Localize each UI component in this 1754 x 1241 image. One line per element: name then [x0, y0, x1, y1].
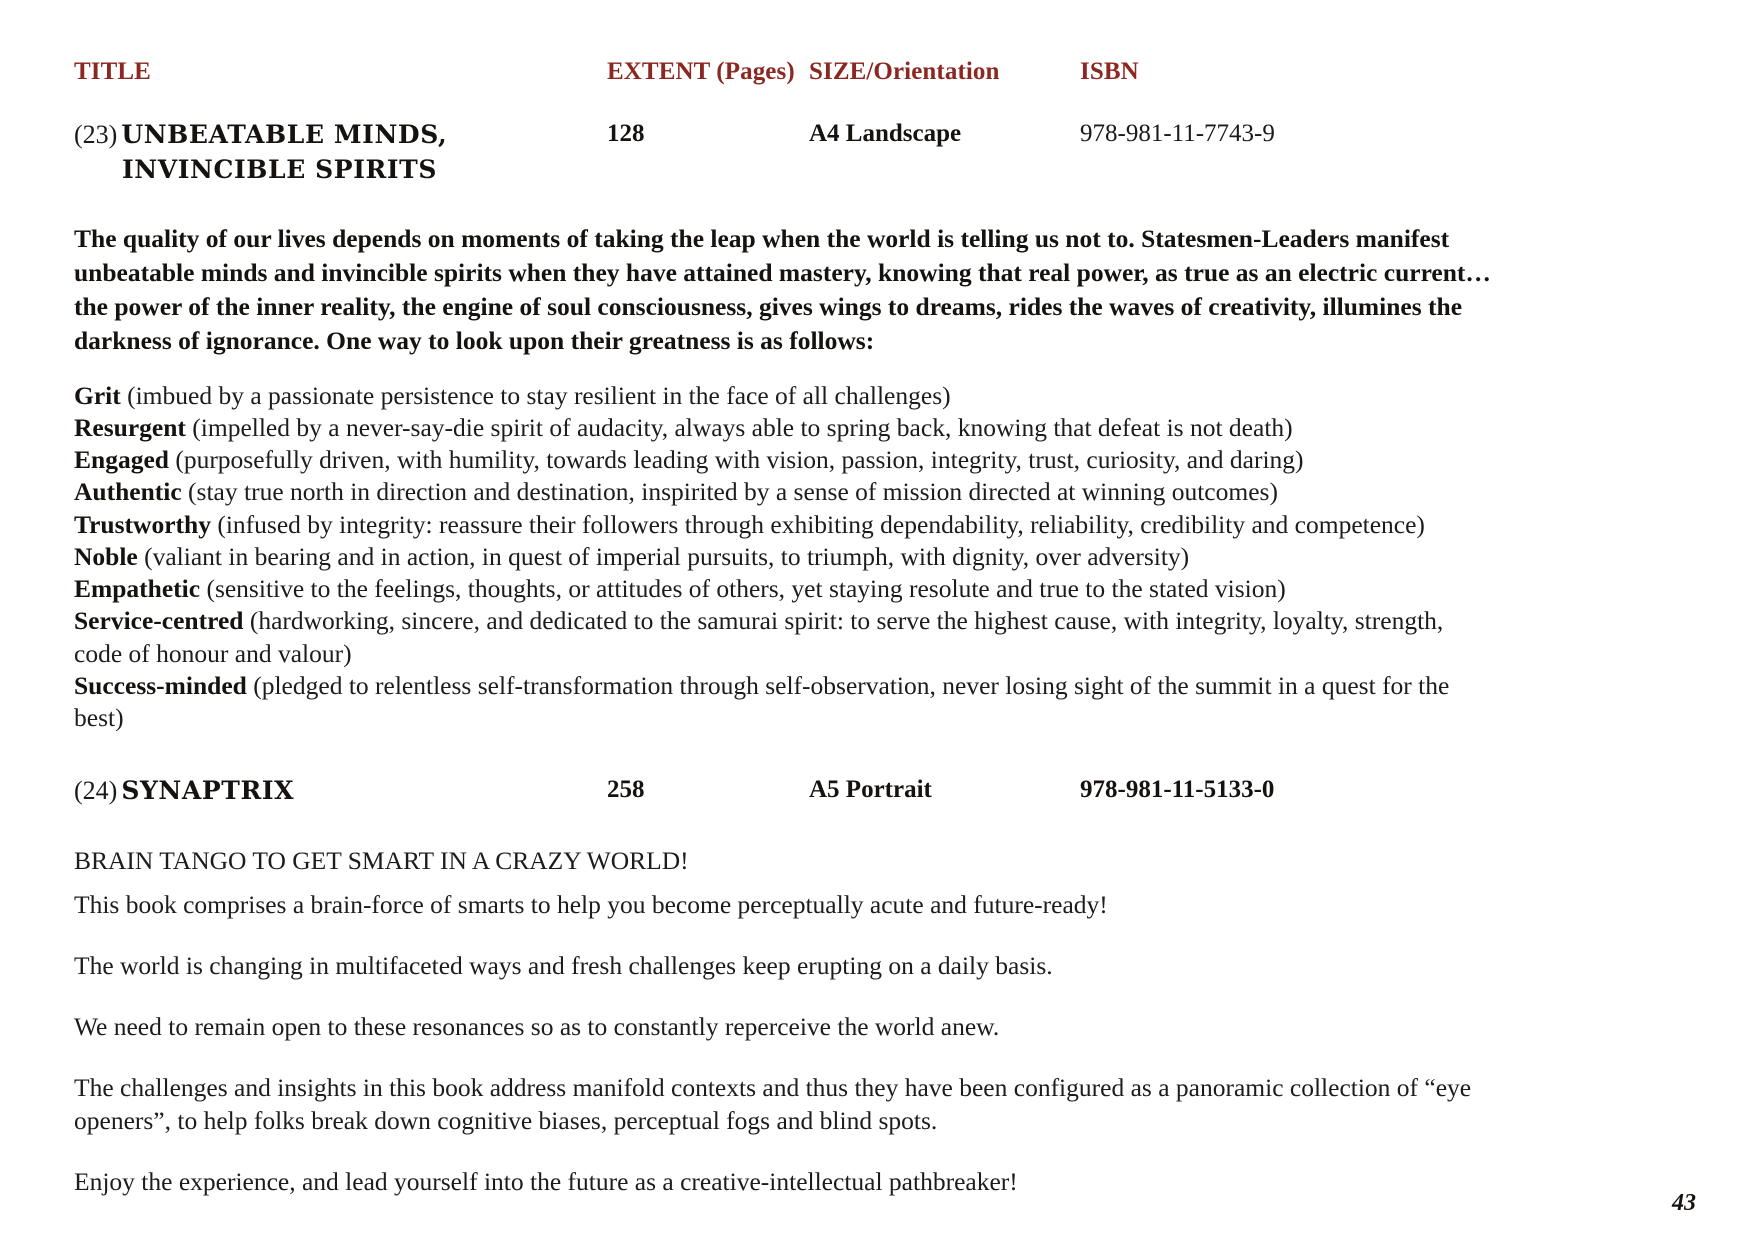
entry-23-title-line1: UNBEATABLE MINDS,	[121, 120, 448, 149]
attribute-item	[74, 541, 1494, 573]
attribute-description: (impelled by a never-say-die spirit of audacity, always able to spring back, knowing that defeat is not death)	[192, 412, 1293, 442]
entry-23-title-line2: INVINCIBLE SPIRITS	[122, 155, 438, 184]
attribute-term: Grit	[74, 380, 121, 410]
attribute-description: (hardworking, sincere, and dedicated to the samurai spirit: to serve the highest cause, with integrity, loyalty, strength, code of honour and valour)	[74, 606, 1444, 668]
attribute-term: Resurgent	[74, 412, 186, 442]
entry-24-paragraph: The world is changing in multifaceted ways and fresh challenges keep erupting on a daily basis.	[74, 950, 1053, 980]
entry-heading-23	[74, 120, 1680, 196]
attribute-description: (purposefully driven, with humility, towards leading with vision, passion, integrity, trust, curiosity, and daring)	[175, 445, 1304, 475]
column-header-size: SIZE/Orientation	[809, 58, 1000, 85]
attribute-item	[74, 476, 1494, 508]
attribute-item	[74, 670, 1494, 735]
attribute-description: (sensitive to the feelings, thoughts, or attitudes of others, yet staying resolute and true to the stated vision)	[206, 574, 1286, 604]
entry-23-title-block	[74, 120, 447, 184]
attribute-item	[74, 605, 1494, 670]
attribute-term: Empathetic	[74, 574, 201, 604]
attribute-item	[74, 444, 1494, 476]
page-number: 43	[1672, 1190, 1696, 1216]
entry-24-paragraph: The challenges and insights in this book address manifold contexts and thus they have been configured as a panoramic collection of “eye openers”, to help folks break down cognitive biases, perceptual fogs and blind spots.	[74, 1072, 1472, 1136]
attribute-term: Success-minded	[74, 670, 247, 700]
entry-23-lede: The quality of our lives depends on moments of taking the leap when the world is telling us not to. Statesmen-Leaders manifest unbeatable minds and invincible spirits when they have attained mastery, knowing that real power, as true as an electric current… the power of the inner reality, the engine of soul consciousness, gives wings to dreams, rides the waves of creativity, illumines the darkness of ignorance. One way to look upon their greatness is as follows:	[74, 224, 1491, 355]
attribute-term: Authentic	[74, 477, 182, 507]
attribute-description: (imbued by a passionate persistence to stay resilient in the face of all challenges)	[127, 380, 951, 410]
column-header-isbn: ISBN	[1080, 58, 1139, 85]
attribute-term: Trustworthy	[74, 509, 211, 539]
entry-heading-24	[74, 776, 1680, 814]
entry-23-attribute-list	[74, 380, 1494, 735]
attribute-description: (stay true north in direction and destination, inspirited by a sense of mission directed at winning outcomes)	[188, 477, 1278, 507]
column-header-title: TITLE	[74, 58, 151, 85]
entry-24-paragraph: This book comprises a brain-force of smarts to help you become perceptually acute and future-ready!	[74, 889, 1108, 919]
entry-24-paragraph: Enjoy the experience, and lead yourself into the future as a creative-intellectual pathbreaker!	[74, 1167, 1018, 1197]
section-spacer	[74, 734, 1680, 776]
attribute-description: (valiant in bearing and in action, in quest of imperial pursuits, to triumph, with dignity, over adversity)	[144, 541, 1190, 571]
attribute-item	[74, 509, 1494, 541]
attribute-term: Engaged	[74, 445, 169, 475]
entry-24-paragraph: We need to remain open to these resonances so as to constantly reperceive the world anew.	[74, 1011, 1000, 1041]
attribute-term: Service-centred	[74, 606, 244, 636]
entry-24-extent: 258	[607, 776, 645, 804]
attribute-description: (pledged to relentless self-transformation through self-observation, never losing sight of the summit in a quest for the best)	[74, 670, 1450, 733]
section-spacer	[74, 814, 1680, 844]
attribute-item	[74, 412, 1494, 444]
attribute-description: (infused by integrity: reassure their followers through exhibiting dependability, reliability, credibility and competence)	[217, 509, 1425, 539]
entry-24-title-line1: SYNAPTRIX	[121, 776, 295, 806]
entry-24-tagline: BRAIN TANGO TO GET SMART IN A CRAZY WORLD!	[74, 846, 689, 876]
attribute-term: Noble	[74, 541, 138, 571]
entry-24-isbn: 978-981-11-5133-0	[1080, 776, 1275, 804]
attribute-item	[74, 573, 1494, 605]
entry-23-isbn: 978-981-11-7743-9	[1080, 120, 1275, 147]
entry-24-number: (24)	[74, 776, 118, 806]
entry-24-size: A5 Portrait	[809, 776, 932, 804]
entry-23-number: (23)	[74, 120, 118, 149]
entry-24-title-block	[74, 776, 294, 806]
entry-23-size: A4 Landscape	[809, 120, 962, 147]
attribute-item	[74, 380, 1494, 412]
column-header-row	[74, 58, 1680, 102]
column-header-extent: EXTENT (Pages)	[607, 58, 795, 85]
entry-23-extent: 128	[607, 120, 645, 147]
